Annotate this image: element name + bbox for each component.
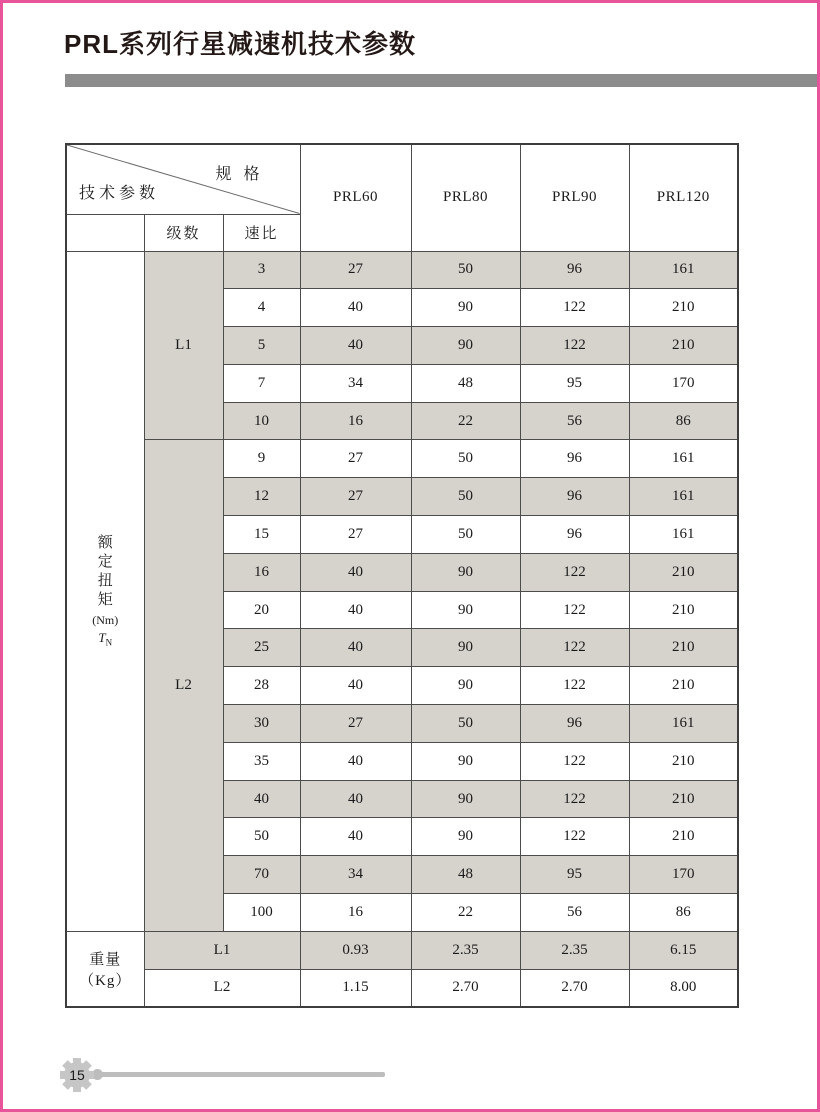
title-underline	[65, 74, 817, 87]
value-cell: 56	[520, 402, 629, 440]
value-cell: 34	[300, 856, 411, 894]
value-cell: 40	[300, 629, 411, 667]
ratio-header: 速比	[223, 214, 300, 251]
corner-label-spec: 规 格	[215, 166, 264, 183]
header-row	[66, 144, 738, 214]
value-cell: 90	[411, 780, 520, 818]
value-cell: 95	[520, 856, 629, 894]
ratio-cell: 10	[223, 402, 300, 440]
value-cell: 40	[300, 818, 411, 856]
ratio-cell: 5	[223, 327, 300, 365]
value-cell: 210	[629, 553, 738, 591]
ratio-cell: 15	[223, 516, 300, 554]
ratio-cell: 30	[223, 705, 300, 743]
value-cell: 90	[411, 742, 520, 780]
value-cell: 48	[411, 364, 520, 402]
value-cell: 122	[520, 818, 629, 856]
value-cell: 40	[300, 742, 411, 780]
value-cell: 16	[300, 894, 411, 932]
value-cell: 40	[300, 780, 411, 818]
column-header-prl120: PRL120	[629, 144, 738, 251]
value-cell: 27	[300, 705, 411, 743]
column-header-prl90: PRL90	[520, 144, 629, 251]
value-cell: 210	[629, 667, 738, 705]
value-cell: 95	[520, 364, 629, 402]
value-cell: 50	[411, 440, 520, 478]
value-cell: 210	[629, 818, 738, 856]
ratio-cell: 40	[223, 780, 300, 818]
column-header-prl60: PRL60	[300, 144, 411, 251]
value-cell: 40	[300, 667, 411, 705]
value-cell: 90	[411, 818, 520, 856]
value-cell: 40	[300, 289, 411, 327]
weight-label: 重量（Kg）	[66, 931, 144, 1007]
value-cell: 16	[300, 402, 411, 440]
value-cell: 2.70	[411, 969, 520, 1007]
value-cell: 50	[411, 251, 520, 289]
value-cell: 50	[411, 705, 520, 743]
torque-row	[66, 440, 738, 478]
value-cell: 48	[411, 856, 520, 894]
stage-group-cell: L2	[144, 440, 223, 931]
value-cell: 2.35	[520, 931, 629, 969]
value-cell: 8.00	[629, 969, 738, 1007]
stage-group-cell: L1	[144, 251, 223, 440]
value-cell: 210	[629, 591, 738, 629]
value-cell: 0.93	[300, 931, 411, 969]
ratio-cell: 25	[223, 629, 300, 667]
blank-cell	[66, 214, 144, 251]
value-cell: 90	[411, 327, 520, 365]
torque-symbol-label: $T_N$	[98, 630, 113, 648]
value-cell: 40	[300, 553, 411, 591]
value-cell: 161	[629, 440, 738, 478]
ratio-cell: 16	[223, 553, 300, 591]
stage-header: 级数	[144, 214, 223, 251]
ratio-cell: 70	[223, 856, 300, 894]
value-cell: 90	[411, 289, 520, 327]
value-cell: 122	[520, 667, 629, 705]
value-cell: 86	[629, 402, 738, 440]
ratio-cell: 50	[223, 818, 300, 856]
value-cell: 27	[300, 440, 411, 478]
ratio-cell: 20	[223, 591, 300, 629]
page-number: 15	[69, 1067, 85, 1083]
value-cell: 40	[300, 591, 411, 629]
value-cell: 161	[629, 516, 738, 554]
value-cell: 96	[520, 705, 629, 743]
value-cell: 22	[411, 894, 520, 932]
value-cell: 27	[300, 251, 411, 289]
ratio-cell: 7	[223, 364, 300, 402]
value-cell: 122	[520, 629, 629, 667]
ratio-cell: 4	[223, 289, 300, 327]
value-cell: 90	[411, 629, 520, 667]
torque-unit-label: (Nm)	[92, 613, 119, 628]
value-cell: 2.35	[411, 931, 520, 969]
weight-stage-cell: L2	[144, 969, 300, 1007]
value-cell: 96	[520, 440, 629, 478]
value-cell: 96	[520, 516, 629, 554]
value-cell: 90	[411, 591, 520, 629]
value-cell: 210	[629, 629, 738, 667]
value-cell: 1.15	[300, 969, 411, 1007]
value-cell: 170	[629, 364, 738, 402]
value-cell: 50	[411, 478, 520, 516]
torque-row	[66, 251, 738, 289]
value-cell: 122	[520, 780, 629, 818]
value-cell: 122	[520, 591, 629, 629]
ratio-cell: 28	[223, 667, 300, 705]
value-cell: 210	[629, 742, 738, 780]
spec-table	[65, 143, 739, 1008]
value-cell: 96	[520, 478, 629, 516]
torque-label-text: 额 定 扭 矩	[97, 535, 113, 609]
table-corner-cell	[66, 144, 300, 214]
weight-row	[66, 931, 738, 969]
value-cell: 27	[300, 478, 411, 516]
ratio-cell: 9	[223, 440, 300, 478]
footer-line	[98, 1072, 385, 1077]
value-cell: 161	[629, 705, 738, 743]
weight-row	[66, 969, 738, 1007]
value-cell: 27	[300, 516, 411, 554]
value-cell: 122	[520, 289, 629, 327]
ratio-cell: 12	[223, 478, 300, 516]
value-cell: 50	[411, 516, 520, 554]
value-cell: 161	[629, 251, 738, 289]
value-cell: 56	[520, 894, 629, 932]
value-cell: 170	[629, 856, 738, 894]
ratio-cell: 100	[223, 894, 300, 932]
value-cell: 86	[629, 894, 738, 932]
value-cell: 210	[629, 327, 738, 365]
ratio-cell: 3	[223, 251, 300, 289]
value-cell: 122	[520, 742, 629, 780]
value-cell: 2.70	[520, 969, 629, 1007]
value-cell: 210	[629, 780, 738, 818]
column-header-prl80: PRL80	[411, 144, 520, 251]
value-cell: 90	[411, 667, 520, 705]
value-cell: 34	[300, 364, 411, 402]
page-title: PRL系列行星减速机技术参数	[64, 29, 417, 59]
ratio-cell: 35	[223, 742, 300, 780]
value-cell: 161	[629, 478, 738, 516]
corner-label-params: 技术参数	[79, 184, 160, 202]
value-cell: 122	[520, 553, 629, 591]
value-cell: 96	[520, 251, 629, 289]
table-body	[66, 251, 738, 1007]
value-cell: 22	[411, 402, 520, 440]
gear-icon	[59, 1057, 95, 1093]
value-cell: 90	[411, 553, 520, 591]
torque-axis-label	[66, 251, 144, 931]
value-cell: 40	[300, 327, 411, 365]
value-cell: 210	[629, 289, 738, 327]
value-cell: 122	[520, 327, 629, 365]
weight-stage-cell: L1	[144, 931, 300, 969]
value-cell: 6.15	[629, 931, 738, 969]
